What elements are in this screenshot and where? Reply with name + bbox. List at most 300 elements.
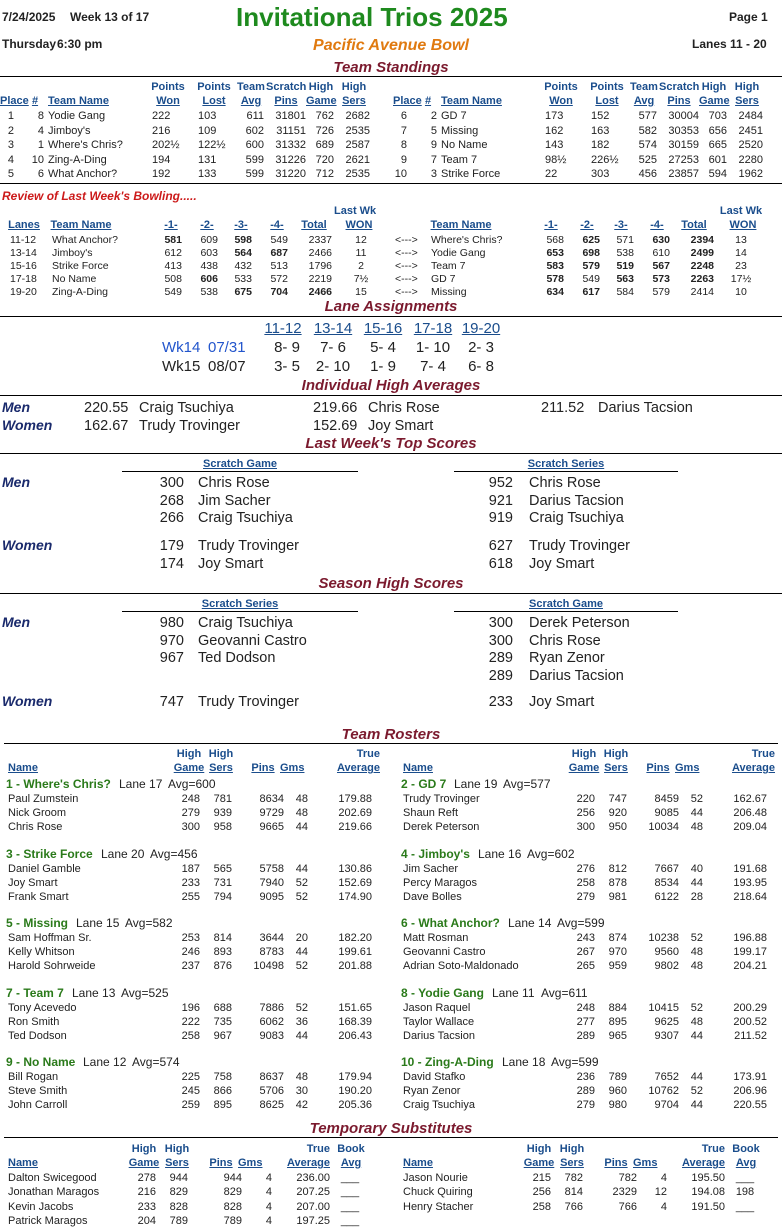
review-cell-a: 2466 xyxy=(308,247,332,259)
roster-team-name: 9 - No Name xyxy=(6,1055,76,1069)
roster-player-cell: 48 xyxy=(690,946,703,958)
score-name: Ryan Zenor xyxy=(529,650,605,666)
standings-head-sp-1: Scratch xyxy=(659,81,700,93)
subs-cell: 194.08 xyxy=(691,1186,725,1199)
avg-score: 152.69 xyxy=(313,418,358,434)
roster-player-cell: 48 xyxy=(690,1015,703,1028)
roster-head-name: Name xyxy=(403,762,433,774)
standings-cell: 599 xyxy=(245,153,264,166)
review-lw-2b: Last Wk xyxy=(719,205,763,217)
standings-cell: 611 xyxy=(246,110,264,122)
roster-player-cell: 8634 xyxy=(259,793,284,805)
avg-name: Craig Tsuchiya xyxy=(139,400,234,416)
roster-player-cell: 48 xyxy=(690,960,703,972)
score-name: Chris Rose xyxy=(529,632,601,649)
review-cell-b: 579 xyxy=(652,286,670,298)
roster-player-cell: Adrian Soto-Maldonado xyxy=(403,960,519,972)
standings-cell: 30353 xyxy=(668,124,699,137)
lane-pair: 7- 6 xyxy=(320,339,346,356)
standings-cell: 1 xyxy=(37,139,44,151)
standings-head-team: Team Name xyxy=(441,95,502,107)
standings-cell: 10 xyxy=(31,153,44,166)
standings-head-pw-1: Points xyxy=(151,81,185,93)
standings-cell: 30004 xyxy=(668,110,699,122)
lane-pair: 6- 8 xyxy=(468,358,494,375)
review-cell-b: 579 xyxy=(582,260,600,272)
standings-cell: 9 xyxy=(430,139,437,151)
roster-player-cell: 52 xyxy=(690,932,703,944)
review-cell-b: 10 xyxy=(735,286,747,298)
standings-head-num: # xyxy=(31,95,39,107)
roster-head-hs1: High xyxy=(603,748,629,760)
roster-player-cell: 44 xyxy=(690,1029,703,1042)
roster-player-cell: 7886 xyxy=(259,1001,284,1014)
roster-head-gms: Gms xyxy=(675,762,700,774)
roster-player-cell: 182.20 xyxy=(338,932,372,944)
standings-cell: 7 xyxy=(400,124,407,137)
roster-lane: Lane 14 xyxy=(508,916,552,930)
roster-player-cell: Frank Smart xyxy=(8,890,69,903)
standings-cell: 1962 xyxy=(738,168,763,180)
review-cell-b: 698 xyxy=(582,247,600,259)
standings-head-pw-2: Won xyxy=(156,95,180,107)
standings-cell: 5 xyxy=(7,168,14,180)
roster-player-cell: 289 xyxy=(576,1085,595,1097)
roster-player-cell: 52 xyxy=(295,1001,308,1014)
roster-player-cell: 965 xyxy=(608,1029,627,1042)
roster-avg: Avg=577 xyxy=(503,777,551,791)
roster-player-cell: Taylor Wallace xyxy=(403,1015,475,1028)
roster-player-cell: David Stafko xyxy=(403,1071,466,1083)
roster-head-hs2: Sers xyxy=(209,762,233,774)
roster-avg: Avg=574 xyxy=(132,1055,180,1069)
review-cell-a: What Anchor? xyxy=(52,234,118,246)
standings-cell: 582 xyxy=(638,124,657,137)
roster-player-cell: Daniel Gamble xyxy=(8,862,81,875)
standings-cell: What Anchor? xyxy=(48,168,118,180)
roster-player-cell: 789 xyxy=(608,1071,627,1083)
roster-player-cell: 8459 xyxy=(654,793,679,805)
standings-cell: Yodie Gang xyxy=(48,110,106,122)
review-cell-a: 675 xyxy=(234,286,252,298)
standings-head-team: Team Name xyxy=(48,95,109,107)
review-cell-a: 413 xyxy=(164,260,182,272)
roster-player-cell: 206.96 xyxy=(733,1085,767,1097)
roster-player-cell: 7940 xyxy=(259,876,284,889)
standings-cell: GD 7 xyxy=(441,110,467,122)
standings-head-ta-2: Avg xyxy=(633,95,655,107)
standings-cell: 3 xyxy=(7,139,14,151)
subs-head-hg2: Game xyxy=(523,1157,555,1169)
review-cell-b: 538 xyxy=(616,247,634,259)
roster-head-ta2: Average xyxy=(731,762,775,774)
section-top-scores: Last Week's Top Scores xyxy=(305,435,477,452)
standings-cell: 2280 xyxy=(738,153,763,166)
standings-cell: 2451 xyxy=(738,124,763,137)
roster-lane: Lane 12 xyxy=(83,1055,127,1069)
roster-player-cell: 130.86 xyxy=(338,862,372,875)
review-cell-a: Strike Force xyxy=(52,260,109,272)
roster-head-hs1: High xyxy=(208,748,234,760)
roster-player-cell: 735 xyxy=(213,1015,232,1028)
review-rule xyxy=(0,183,782,184)
standings-cell: 720 xyxy=(315,153,334,166)
subs-head-hs2: Sers xyxy=(165,1157,189,1169)
score-name: Chris Rose xyxy=(529,475,601,491)
roster-player-cell: 9560 xyxy=(654,946,679,958)
roster-avg: Avg=611 xyxy=(541,985,588,1000)
standings-cell: 152 xyxy=(591,110,610,122)
roster-avg: Avg=599 xyxy=(557,916,605,930)
section-subs: Temporary Substitutes xyxy=(309,1120,473,1137)
subs-cell: 829 xyxy=(169,1186,188,1199)
roster-player-cell: 253 xyxy=(181,932,200,944)
review-head-g1: -1- xyxy=(164,219,178,231)
standings-cell: 202½ xyxy=(152,139,180,151)
roster-player-cell: 276 xyxy=(576,862,595,875)
roster-player-cell: 5706 xyxy=(259,1085,284,1097)
roster-player-cell: 939 xyxy=(213,807,232,819)
review-cell-b: 2394 xyxy=(690,234,714,246)
standings-cell: 133 xyxy=(198,168,217,180)
season-game-underline xyxy=(454,611,678,612)
subs-cell: 782 xyxy=(564,1172,583,1184)
roster-lane: Lane 20 xyxy=(101,846,145,861)
review-lanes: 15-16 xyxy=(10,260,37,272)
score-value: 289 xyxy=(488,650,513,666)
subs-cell: 782 xyxy=(618,1172,637,1184)
review-cell-a: Jimboy's xyxy=(52,247,93,259)
roster-player-cell: 255 xyxy=(181,890,200,903)
roster-head-hg1: High xyxy=(571,748,597,760)
standings-head-ta-1: Team xyxy=(237,81,265,93)
roster-player-cell: 52 xyxy=(690,1085,703,1097)
score-value: 952 xyxy=(488,475,513,491)
roster-player-cell: Shaun Reft xyxy=(403,807,459,819)
review-lanes: 19-20 xyxy=(10,286,37,298)
center-name: Pacific Avenue Bowl xyxy=(313,37,469,54)
subs-head-pins: Pins xyxy=(604,1157,628,1169)
review-cell-b: 630 xyxy=(652,234,670,246)
roster-player-cell: 893 xyxy=(213,946,232,958)
roster-player-cell: Craig Tsuchiya xyxy=(403,1099,475,1111)
subs-head-hg1: High xyxy=(526,1143,552,1155)
bowl-time: 6:30 pm xyxy=(57,37,103,51)
roster-player-cell: 52 xyxy=(690,793,703,805)
lane-pair: 7- 4 xyxy=(420,358,446,375)
standings-cell: 2682 xyxy=(345,110,370,122)
subs-cell: 233 xyxy=(137,1200,156,1213)
roster-player-cell: 44 xyxy=(295,821,308,833)
score-name: Craig Tsuchiya xyxy=(198,615,293,631)
score-name: Craig Tsuchiya xyxy=(198,510,293,526)
roster-lane: Lane 13 xyxy=(72,985,116,1000)
roster-avg: Avg=602 xyxy=(527,846,575,861)
roster-player-cell: 220.55 xyxy=(733,1099,767,1111)
roster-player-cell: Jason Raquel xyxy=(403,1001,471,1014)
roster-player-cell: 152.69 xyxy=(338,876,372,889)
roster-head-pins: Pins xyxy=(646,762,670,774)
standings-head-pw-1: Points xyxy=(544,81,578,93)
roster-head-hg1: High xyxy=(176,748,202,760)
roster-player-cell: 279 xyxy=(576,890,595,903)
roster-player-cell: 5758 xyxy=(259,862,284,875)
subs-cell: ___ xyxy=(735,1172,755,1184)
score-value: 970 xyxy=(159,632,184,649)
roster-player-cell: Trudy Trovinger xyxy=(403,793,480,805)
subs-cell: ___ xyxy=(735,1200,755,1213)
standings-head-pl-2: Lost xyxy=(202,95,226,107)
score-value: 300 xyxy=(488,632,513,649)
score-name: Trudy Trovinger xyxy=(198,694,299,710)
subs-cell: ___ xyxy=(340,1186,360,1199)
score-value: 300 xyxy=(488,615,513,631)
standings-cell: 2535 xyxy=(345,124,370,137)
score-value: 921 xyxy=(488,492,513,509)
subs-head-hs1: High xyxy=(164,1143,190,1155)
review-cell-a: 609 xyxy=(200,234,218,246)
roster-player-cell: Sam Hoffman Sr. xyxy=(8,932,92,944)
roster-player-cell: Jim Sacher xyxy=(403,862,459,875)
roster-head-hg2: Game xyxy=(173,762,205,774)
review-arrow: <---> xyxy=(395,286,418,298)
roster-player-cell: 731 xyxy=(213,876,232,889)
score-name: Craig Tsuchiya xyxy=(529,510,624,526)
roster-player-cell: 878 xyxy=(608,876,627,889)
week-label: Week 13 of 17 xyxy=(70,10,150,24)
standings-cell: 600 xyxy=(245,139,264,151)
review-cell-a: 572 xyxy=(270,273,288,285)
roster-lane: Lane 17 xyxy=(119,777,163,791)
subs-cell: 4 xyxy=(660,1172,667,1184)
standings-cell: 602 xyxy=(245,124,264,137)
review-cell-a: 598 xyxy=(234,234,252,246)
roster-team-name: 2 - GD 7 xyxy=(401,777,447,791)
standings-cell: 31226 xyxy=(275,153,306,166)
roster-lane: Lane 11 xyxy=(492,985,535,1000)
roster-player-cell: 9083 xyxy=(259,1029,284,1042)
subs-cell: ___ xyxy=(340,1172,360,1184)
standings-cell: 2587 xyxy=(345,139,370,151)
subs-rule xyxy=(4,1137,778,1138)
roster-player-cell: 9704 xyxy=(654,1099,679,1111)
subs-cell: ___ xyxy=(340,1200,360,1213)
standings-head-place: Place xyxy=(0,95,29,107)
roster-player-cell: 196 xyxy=(181,1001,200,1014)
subs-cell: Patrick Maragos xyxy=(8,1214,88,1227)
roster-player-cell: 248 xyxy=(181,793,200,805)
review-cell-b: GD 7 xyxy=(431,273,456,285)
roster-player-cell: 245 xyxy=(181,1085,200,1097)
avg-name: Joy Smart xyxy=(368,418,434,434)
roster-player-cell: 9085 xyxy=(654,807,679,819)
score-name: Jim Sacher xyxy=(198,492,271,509)
roster-player-cell: 10238 xyxy=(648,932,679,944)
subs-cell: 4 xyxy=(265,1172,272,1184)
review-cell-b: 2263 xyxy=(690,273,714,285)
standings-cell: 601 xyxy=(708,153,727,166)
roster-player-cell: 52 xyxy=(295,890,308,903)
subs-cell: 207.00 xyxy=(296,1200,330,1213)
roster-head-pins: Pins xyxy=(251,762,275,774)
roster-player-cell: 36 xyxy=(295,1015,308,1028)
review-cell-a: 1796 xyxy=(308,260,332,272)
section-season-high: Season High Scores xyxy=(318,575,464,592)
subs-cell: 4 xyxy=(265,1214,272,1227)
review-cell-a: 533 xyxy=(234,273,252,285)
roster-player-cell: 243 xyxy=(576,932,595,944)
standings-cell: 2621 xyxy=(345,153,370,166)
roster-player-cell: 187 xyxy=(181,862,200,875)
subs-cell: 207.25 xyxy=(296,1186,330,1199)
standings-cell: 689 xyxy=(315,139,334,151)
lane-pair: 3- 5 xyxy=(274,358,300,375)
roster-player-cell: 9802 xyxy=(654,960,679,972)
standings-rule xyxy=(0,76,782,77)
score-name: Darius Tacsion xyxy=(529,667,624,684)
review-cell-a: 438 xyxy=(200,260,218,272)
standings-cell: 7 xyxy=(430,153,437,166)
roster-player-cell: 199.17 xyxy=(733,946,767,958)
subs-head-hs2: Sers xyxy=(560,1157,584,1169)
subs-cell: 766 xyxy=(564,1200,583,1213)
standings-head-pw-2: Won xyxy=(549,95,573,107)
standings-cell: 143 xyxy=(545,139,564,151)
avg-score: 219.66 xyxy=(313,400,358,416)
avg-score: 211.52 xyxy=(541,400,585,416)
roster-player-cell: 10498 xyxy=(253,960,284,972)
roster-player-cell: 970 xyxy=(608,946,627,958)
roster-player-cell: Dave Bolles xyxy=(403,890,462,903)
roster-player-cell: 277 xyxy=(576,1015,595,1028)
score-value: 174 xyxy=(159,555,184,572)
roster-player-cell: 981 xyxy=(608,890,627,903)
roster-head-ta1: True xyxy=(356,748,380,760)
review-arrow: <---> xyxy=(395,260,418,272)
roster-player-cell: 8637 xyxy=(259,1071,284,1083)
subs-head-ta2: Average xyxy=(286,1157,330,1169)
standings-cell: 1 xyxy=(7,110,14,122)
section-standings: Team Standings xyxy=(333,59,449,76)
review-head-b-g4: -4- xyxy=(650,219,664,231)
subs-head-ta1: True xyxy=(306,1143,330,1155)
top-series-underline xyxy=(454,471,678,472)
roster-player-cell: 190.20 xyxy=(338,1085,372,1097)
subs-cell: 789 xyxy=(223,1214,242,1227)
subs-head-pins: Pins xyxy=(209,1157,233,1169)
standings-cell: 10 xyxy=(394,168,407,180)
roster-player-cell: 895 xyxy=(213,1099,232,1111)
standings-cell: 173 xyxy=(545,110,564,122)
lane-week: Wk15 xyxy=(162,358,201,375)
subs-cell: 4 xyxy=(265,1186,272,1199)
review-head-b-lw2: WON xyxy=(729,219,757,231)
roster-lane: Lane 15 xyxy=(76,916,120,930)
standings-cell: 2535 xyxy=(345,168,370,180)
review-arrow: <---> xyxy=(395,234,418,246)
standings-cell: 574 xyxy=(638,139,657,151)
review-cell-a: 538 xyxy=(200,286,218,298)
score-name: Joy Smart xyxy=(529,555,595,572)
roster-player-cell: 967 xyxy=(213,1029,232,1042)
roster-player-cell: Joy Smart xyxy=(8,876,58,889)
roster-player-cell: 222 xyxy=(181,1015,200,1028)
roster-player-cell: 895 xyxy=(608,1015,627,1028)
subs-cell: 216 xyxy=(137,1186,156,1199)
review-cell-a: No Name xyxy=(52,273,97,285)
roster-player-cell: 265 xyxy=(576,960,595,972)
roster-player-cell: 300 xyxy=(576,821,595,833)
roster-team-name: 1 - Where's Chris? xyxy=(6,777,111,791)
roster-player-cell: 7652 xyxy=(654,1071,679,1083)
standings-cell: 131 xyxy=(198,153,217,166)
standings-head-hs-1: High xyxy=(734,81,760,93)
subs-cell: 814 xyxy=(564,1186,583,1199)
score-value: 300 xyxy=(159,475,184,491)
men-label: Men xyxy=(2,399,30,415)
standings-head-pl-2: Lost xyxy=(595,95,619,107)
roster-player-cell: 960 xyxy=(608,1085,627,1097)
roster-player-cell: 162.67 xyxy=(733,793,767,805)
roster-player-cell: 196.88 xyxy=(733,932,767,944)
standings-head-sp-2: Pins xyxy=(274,95,298,107)
review-cell-b: 519 xyxy=(616,260,634,272)
subs-cell: 828 xyxy=(223,1200,242,1213)
subs-cell: 278 xyxy=(137,1172,156,1184)
review-head-g2: -2- xyxy=(200,219,214,231)
review-cell-a: 2219 xyxy=(308,273,332,285)
roster-player-cell: 236 xyxy=(576,1071,595,1083)
roster-player-cell: 10762 xyxy=(648,1085,679,1097)
avg-name: Darius Tacsion xyxy=(598,400,693,416)
review-cell-b: 567 xyxy=(652,260,670,272)
roster-player-cell: 814 xyxy=(213,932,232,944)
roster-player-cell: 209.04 xyxy=(733,821,767,833)
roster-player-cell: 980 xyxy=(608,1099,627,1111)
review-head-lw2: WON xyxy=(345,219,373,231)
lane-head: 17-18 xyxy=(413,320,453,337)
lane-pair: 2- 10 xyxy=(315,358,351,375)
roster-player-cell: 950 xyxy=(608,821,627,833)
review-cell-b: 583 xyxy=(546,260,564,272)
standings-head-hg-1: High xyxy=(701,81,727,93)
score-value: 747 xyxy=(159,694,184,710)
standings-cell: 703 xyxy=(708,110,727,122)
standings-head-hg-2: Game xyxy=(306,95,337,107)
roster-player-cell: 233 xyxy=(181,876,200,889)
review-head-lanes: Lanes xyxy=(8,219,40,231)
roster-player-cell: Darius Tacsion xyxy=(403,1029,475,1042)
score-value: 618 xyxy=(488,555,513,572)
review-head-g3: -3- xyxy=(234,219,248,231)
roster-player-cell: 206.48 xyxy=(733,807,767,819)
roster-player-cell: 20 xyxy=(295,932,308,944)
standings-cell: 525 xyxy=(638,153,657,166)
review-cell-b: 13 xyxy=(735,234,747,246)
roster-player-cell: 200.52 xyxy=(733,1015,767,1028)
standings-head-hs-2: Sers xyxy=(735,95,759,107)
roster-team-name: 5 - Missing xyxy=(6,916,69,930)
review-head-total: Total xyxy=(301,219,327,231)
roster-player-cell: 218.64 xyxy=(733,890,767,903)
standings-head-hg-1: High xyxy=(308,81,334,93)
standings-cell: 303 xyxy=(591,168,610,180)
standings-cell: 456 xyxy=(638,168,657,180)
standings-cell: 27253 xyxy=(668,153,699,166)
roster-player-cell: 220 xyxy=(576,793,595,805)
standings-cell: 182 xyxy=(591,139,610,151)
avg-score: 220.55 xyxy=(84,400,129,416)
